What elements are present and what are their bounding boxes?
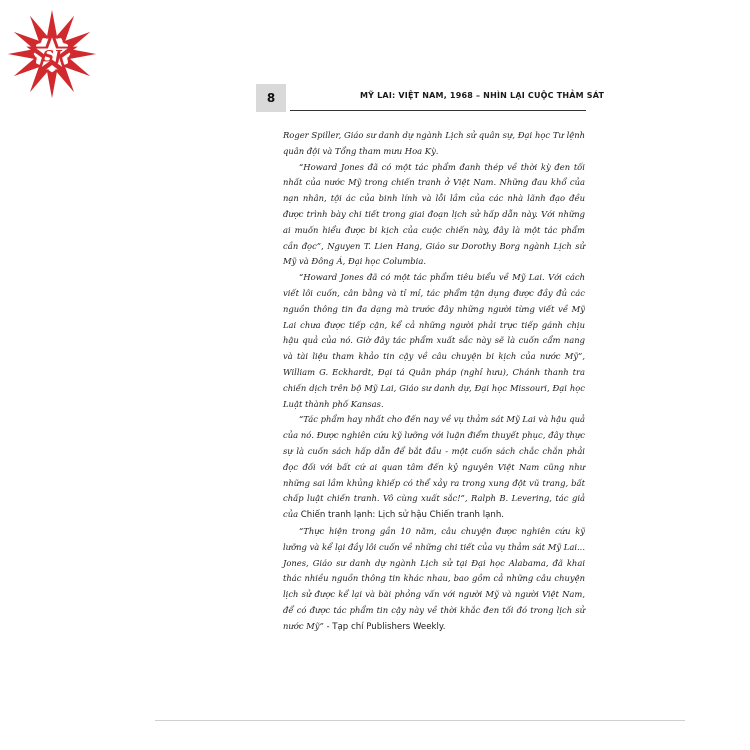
- footer-rule: [155, 720, 685, 721]
- paragraph-text: “Howard Jones đã có một tác phẩm đanh thép về thời kỳ đen tối nhất của nước Mỹ trong chiến tranh ở Việt Nam. Những đau khổ của nạn nhân, tội ác của binh lính và lỗi lầm của các nhà lãnh đạo đều được trình bày chi tiết trong giai đoạn lịch sử hấp dẫn này. Với những ai muốn hiểu được bi kịch của cuộc chiến này, đây là một tác phẩm cần đọc”, Nguyen T. Lien Hang, Giáo sư Dorothy Borg ngành Lịch sử Mỹ và Đông Á, Đại học Columbia.: [283, 161, 585, 267]
- header-rule: [290, 110, 586, 111]
- paragraph: [283, 270, 585, 412]
- logo-monogram: SJ: [42, 46, 62, 66]
- paragraph: [283, 412, 585, 524]
- paragraph: [283, 160, 585, 271]
- paragraph: [283, 128, 585, 160]
- running-title: MỸ LAI: VIỆT NAM, 1968 – NHÌN LẠI CUỘC THẢM SÁT: [360, 91, 605, 100]
- paragraph-text: Roger Spiller, Giáo sư danh dự ngành Lịch sử quân sự, Đại học Tư lệnh quân đội và Tổng tham mưu Hoa Kỳ.: [283, 130, 585, 156]
- page-number: 8: [256, 84, 286, 112]
- book-title: Chiến tranh lạnh: Lịch sử hậu Chiến tranh lạnh.: [300, 510, 505, 521]
- paragraph-text: “Howard Jones đã có một tác phẩm tiêu biểu về Mỹ Lai. Với cách viết lôi cuốn, cân bằng và tỉ mỉ, tác phẩm tận dụng được đầy đủ các nguồn thông tin đa dạng mà trước đây những người từng viết về Mỹ Lai chưa được tiếp cận, kể cả những người phải trực tiếp gánh chịu hậu quả của nó. Giờ đây tác phẩm xuất sắc này sẽ là cuốn cẩm nang và tài liệu tham khảo tin cậy về câu chuyện bi kịch của nước Mỹ”, William G. Eckhardt, Đại tá Quân pháp (nghỉ hưu), Chánh thanh tra chiến dịch trên bộ Mỹ Lai, Giáo sư danh dự, Đại học Missouri, Đại học Luật thành phố Kansas.: [283, 272, 585, 409]
- publisher-logo: [6, 8, 98, 100]
- page-body: [283, 128, 585, 636]
- source-credit: - Tạp chí Publishers Weekly.: [326, 621, 446, 632]
- paragraph-text: “Thực hiện trong gần 10 năm, câu chuyện được nghiên cứu kỹ lưỡng và kể lại đầy lôi cuốn về những chi tiết của vụ thảm sát Mỹ Lai... Jones, Giáo sư danh dự ngành Lịch sử tại Đại học Alabama, đã khai thác nhiều nguồn thông tin khác nhau, bao gồm cả những câu chuyện lịch sử được kể lại và bài phỏng vấn với người Mỹ và người Việt Nam, để có được tác phẩm tin cậy này về thời khắc đen tối đó trong lịch sử nước Mỹ”: [283, 525, 585, 631]
- paragraph: [283, 524, 585, 636]
- paragraph-text: “Tác phẩm hay nhất cho đến nay về vụ thảm sát Mỹ Lai và hậu quả của nó. Được nghiên cứu kỹ lưỡng với luận điểm thuyết phục, đây thực sự là cuốn sách hấp dẫn để bắt đầu - một cuốn sách chắc chắn phải đọc đối với bất cứ ai quan tâm đến kỷ nguyên Việt Nam cũng như những sai lầm khủng khiếp có thể xảy ra trong xung đột vũ trang, bất chấp luật chiến tranh. Vô cùng xuất sắc!”, Ralph B. Levering, tác giả của: [283, 414, 585, 520]
